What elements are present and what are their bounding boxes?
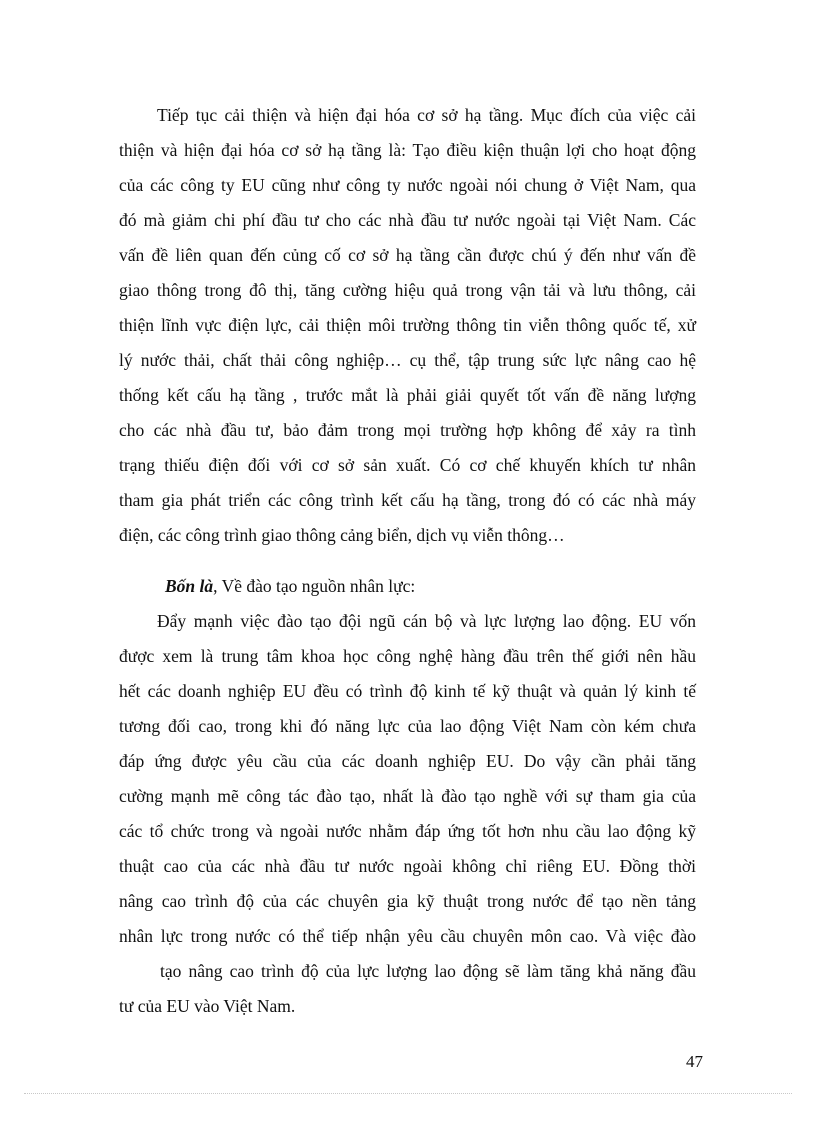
paragraph-1-line: đó mà giảm chi phí đầu tư cho các nhà đầu tư nước ngoài tại Việt Nam. Các: [119, 210, 696, 230]
paragraph-2-line: hết các doanh nghiệp EU đều có trình độ kinh tế kỹ thuật và quản lý kinh tế: [119, 681, 696, 701]
paragraph-2-line: Đẩy mạnh việc đào tạo đội ngũ cán bộ và lực lượng lao động. EU vốn: [157, 611, 696, 631]
paragraph-2-line: nâng cao trình độ của các chuyên gia kỹ thuật trong nước để tạo nền tảng: [119, 891, 696, 911]
paragraph-2-line: cường mạnh mẽ công tác đào tạo, nhất là đào tạo nghề với sự tham gia của: [119, 786, 696, 806]
paragraph-1-line: thiện lĩnh vực điện lực, cải thiện môi trường thông tin viễn thông quốc tế, xử: [119, 315, 696, 335]
paragraph-1-line: vấn đề liên quan đến củng cố cơ sở hạ tầng cần được chú ý đến như vấn đề: [119, 245, 696, 265]
section-heading-lead: Bốn là: [165, 576, 214, 596]
paragraph-1-line: Tiếp tục cải thiện và hiện đại hóa cơ sở hạ tầng. Mục đích của việc cải: [157, 105, 696, 125]
paragraph-1-line: tham gia phát triển các công trình kết cấu hạ tầng, trong đó có các nhà máy: [119, 490, 696, 510]
paragraph-2-line: tư của EU vào Việt Nam.: [119, 996, 296, 1016]
paragraph-1-line: điện, các công trình giao thông cảng biển, dịch vụ viễn thông…: [119, 525, 565, 545]
paragraph-2-line: các tổ chức trong và ngoài nước nhằm đáp ứng tốt hơn nhu cầu lao động kỹ: [119, 821, 696, 841]
paragraph-1-line: thống kết cấu hạ tầng , trước mắt là phải giải quyết tốt vấn đề năng lượng: [119, 385, 696, 405]
paragraph-1-line: cho các nhà đầu tư, bảo đảm trong mọi trường hợp không để xảy ra tình: [119, 420, 696, 440]
section-heading-text: , Về đào tạo nguồn nhân lực:: [213, 576, 416, 596]
page-number: 47: [686, 1052, 703, 1071]
paragraph-1-line: trạng thiếu điện đối với cơ sở sản xuất. Có cơ chế khuyến khích tư nhân: [119, 455, 696, 475]
paragraph-2-line: thuật cao của các nhà đầu tư nước ngoài không chỉ riêng EU. Đồng thời: [119, 856, 696, 876]
paragraph-2-line: đáp ứng được yêu cầu của các doanh nghiệp EU. Do vậy cần phải tăng: [119, 751, 696, 771]
paragraph-2-line: nhân lực trong nước có thể tiếp nhận yêu cầu chuyên môn cao. Và việc đào: [119, 926, 696, 946]
paragraph-2-line: tạo nâng cao trình độ của lực lượng lao động sẽ làm tăng khả năng đầu: [160, 961, 696, 981]
paragraph-1-line: thiện và hiện đại hóa cơ sở hạ tầng là: Tạo điều kiện thuận lợi cho hoạt động: [119, 140, 696, 160]
page-bottom-divider: [24, 1093, 792, 1094]
paragraph-2-line: tương đối cao, trong khi đó năng lực của lao động Việt Nam còn kém chưa: [119, 716, 696, 736]
section-heading: [165, 575, 415, 597]
paragraph-1-line: giao thông trong đô thị, tăng cường hiệu quả trong vận tải và lưu thông, cải: [119, 280, 696, 300]
paragraph-2-line: được xem là trung tâm khoa học công nghệ hàng đầu trên thế giới nên hầu: [119, 646, 696, 666]
paragraph-1-line: lý nước thải, chất thải công nghiệp… cụ thể, tập trung sức lực nâng cao hệ: [119, 350, 696, 370]
paragraph-1-line: của các công ty EU cũng như công ty nước ngoài nói chung ở Việt Nam, qua: [119, 175, 696, 195]
